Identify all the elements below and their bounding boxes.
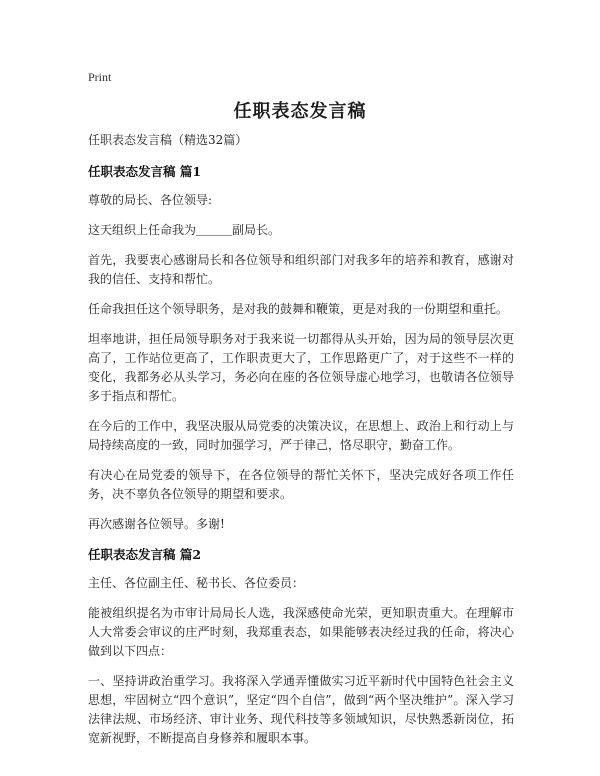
paragraph: 尊敬的局长、各位领导: bbox=[88, 193, 213, 207]
paragraph: 任命我担任这个领导职务，是对我的鼓舞和鞭策，更是对我的一份期望和重托。 bbox=[88, 302, 509, 316]
document-subtitle: 任职表态发言稿（精选32篇） bbox=[88, 133, 248, 147]
paragraph: 一、坚持讲政治重学习。我将深入学通弄懂做实习近平新时代中国特色社会主义思想，牢固树立“四个意识”，坚定“四个自信”，做到“两个坚决维护”。深入学习法律法规、市场经济、审计业务、现代科技等多领域知识，尽快熟悉新岗位，拓宽新视野，不断提高自身修养和履职本事。 bbox=[88, 674, 514, 745]
paragraph: 首先，我要衷心感谢局长和各位领导和组织部门对我多年的培养和教育，感谢对我的信任、支持和帮忙。 bbox=[88, 253, 514, 286]
paragraph: 这天组织上任命我为＿＿＿副局长。 bbox=[88, 223, 281, 237]
print-link[interactable]: Print bbox=[88, 70, 112, 84]
page-title: 任职表态发言稿 bbox=[233, 101, 367, 122]
paragraph: 再次感谢各位领导。多谢! bbox=[88, 517, 225, 531]
paragraph: 有决心在局党委的领导下，在各位领导的帮忙关怀下，坚决完成好各项工作任务，决不辜负各位领导的期望和要求。 bbox=[88, 468, 514, 501]
document-body bbox=[88, 131, 514, 759]
section-heading-2: 任职表态发言稿 篇2 bbox=[88, 547, 202, 562]
paragraph: 坦率地讲，担任局领导职务对于我来说一切都得从头开始，因为局的领导层次更高了，工作站位更高了，工作职责更大了，工作思路更广了，对于这些不一样的变化，我都务必从头学习，务必向在座的各位领导虚心地学习，也敬请各位领导多于指点和帮忙。 bbox=[88, 332, 514, 403]
section-heading-1: 任职表态发言稿 篇1 bbox=[88, 164, 202, 179]
paragraph: 在今后的工作中，我坚决服从局党委的决策决议，在思想上、政治上和行动上与局持续高度的一致，同时加强学习，严于律己，恪尽职守，勤奋工作。 bbox=[88, 419, 514, 452]
paragraph: 主任、各位副主任、秘书长、各位委员： bbox=[88, 576, 305, 590]
paragraph: 能被组织提名为市审计局局长人选，我深感使命光荣，更知职责重大。在理解市人大常委会审议的庄严时刻，我郑重表态，如果能够表决经过我的任命，将决心做到以下四点： bbox=[88, 606, 514, 658]
